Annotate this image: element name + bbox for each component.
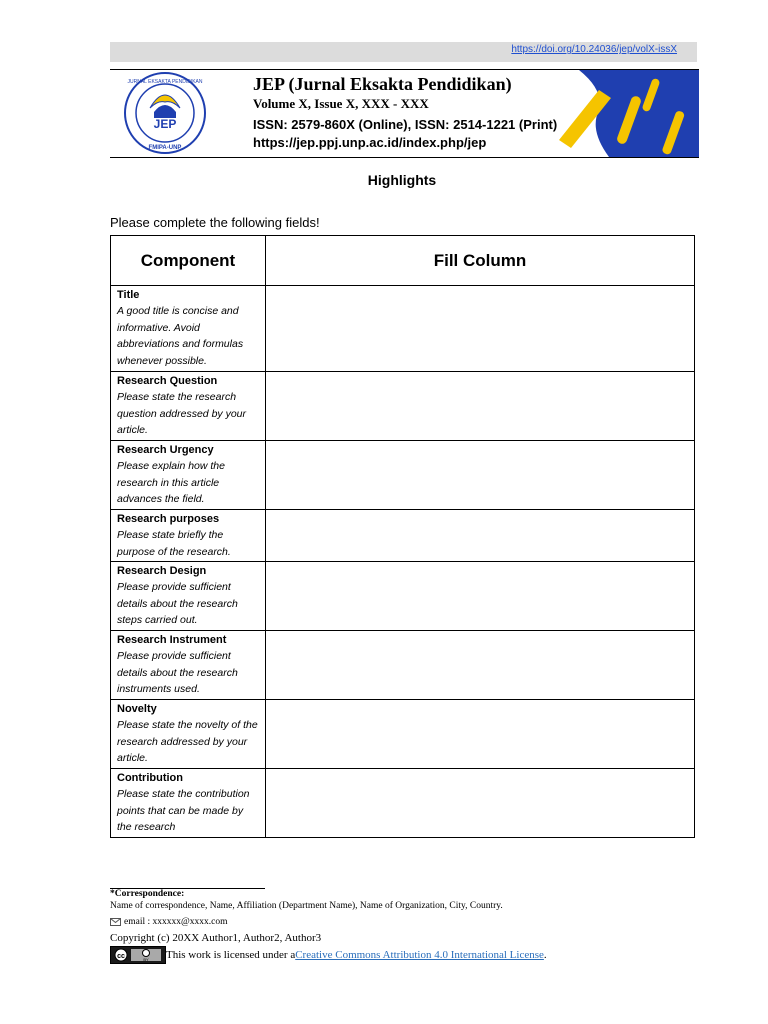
table-row [111,700,695,769]
table-row [111,510,695,562]
email-line [110,917,227,927]
table-header-row [111,236,695,286]
doi-bar [110,42,697,62]
fill-cell[interactable] [266,769,695,838]
journal-header [110,69,699,158]
fill-cell[interactable] [266,510,695,562]
header-decoration [559,70,699,157]
table-row [111,372,695,441]
instruction-text: Please complete the following fields! [110,215,320,230]
copyright-text: Copyright (c) 20XX Author1, Author2, Author3 [110,932,322,944]
journal-title: JEP (Jurnal Eksakta Pendidikan) [253,74,512,94]
doi-link[interactable]: https://doi.org/10.24036/jep/volX-issX [511,44,677,55]
cc-by-badge-icon [110,946,166,964]
correspondence-label: *Correspondence: [110,889,185,899]
fill-cell[interactable] [266,372,695,441]
component-name: Research Instrument [117,634,227,646]
table-row [111,769,695,838]
fill-cell[interactable] [266,441,695,510]
component-cell [111,700,266,769]
logo-acronym: JEP [153,117,177,131]
component-desc: Please state the contribution points that can be made by the research [117,788,250,833]
license-link[interactable]: Creative Commons Attribution 4.0 International License [295,949,544,961]
journal-info [253,73,557,151]
component-desc: Please state the research question addressed by your article. [117,391,246,436]
header-fill-column: Fill Column [266,236,695,286]
component-name: Title [117,289,140,301]
component-cell [111,441,266,510]
component-desc: Please provide sufficient details about the research steps carried out. [117,581,238,626]
component-name: Novelty [117,703,157,715]
component-name: Research Urgency [117,444,214,456]
table-row [111,441,695,510]
license-prefix: This work is licensed under a [166,949,296,961]
envelope-icon [110,918,121,926]
component-cell [111,631,266,700]
journal-url[interactable]: https://jep.ppj.unp.ac.id/index.php/jep [253,135,487,150]
journal-volume: Volume X, Issue X, XXX - XXX [253,96,429,111]
header-component: Component [111,236,266,286]
correspondence-text: Name of correspondence, Name, Affiliation (Department Name), Name of Organization, City, Country. [110,901,503,911]
component-name: Contribution [117,772,183,784]
logo-ring-bottom: FMIPA-UNP [148,145,182,151]
cc-badge-by: BY [143,957,149,962]
table-row [111,562,695,631]
table-row [111,631,695,700]
jep-logo-icon [120,72,210,154]
component-cell [111,372,266,441]
section-title: Highlights [367,172,437,188]
component-desc: Please state the novelty of the research addressed by your article. [117,719,258,764]
fill-cell[interactable] [266,562,695,631]
fill-cell[interactable] [266,286,695,372]
fill-cell[interactable] [266,700,695,769]
cc-badge-cc: cc [117,953,125,960]
journal-issn: ISSN: 2579-860X (Online), ISSN: 2514-1221 (Print) [253,117,558,132]
component-cell [111,769,266,838]
component-name: Research Question [117,375,218,387]
component-cell [111,562,266,631]
table-row [111,286,695,372]
email-text: email : xxxxxx@xxxx.com [124,917,228,927]
component-desc: Please state briefly the purpose of the research. [117,529,231,558]
component-cell [111,510,266,562]
component-desc: Please provide sufficient details about the research instruments used. [117,650,238,695]
component-name: Research purposes [117,513,220,525]
highlights-table [110,235,695,838]
license-suffix: . [543,949,547,961]
logo-ring-top: JURNAL EKSAKTA PENDIDIKAN [127,79,203,85]
component-name: Research Design [117,565,207,577]
license-line [110,946,547,964]
fill-cell[interactable] [266,631,695,700]
component-desc: Please explain how the research in this article advances the field. [117,460,225,505]
component-cell [111,286,266,372]
component-desc: A good title is concise and informative. Avoid abbreviations and formulas whenever possible. [117,305,244,367]
